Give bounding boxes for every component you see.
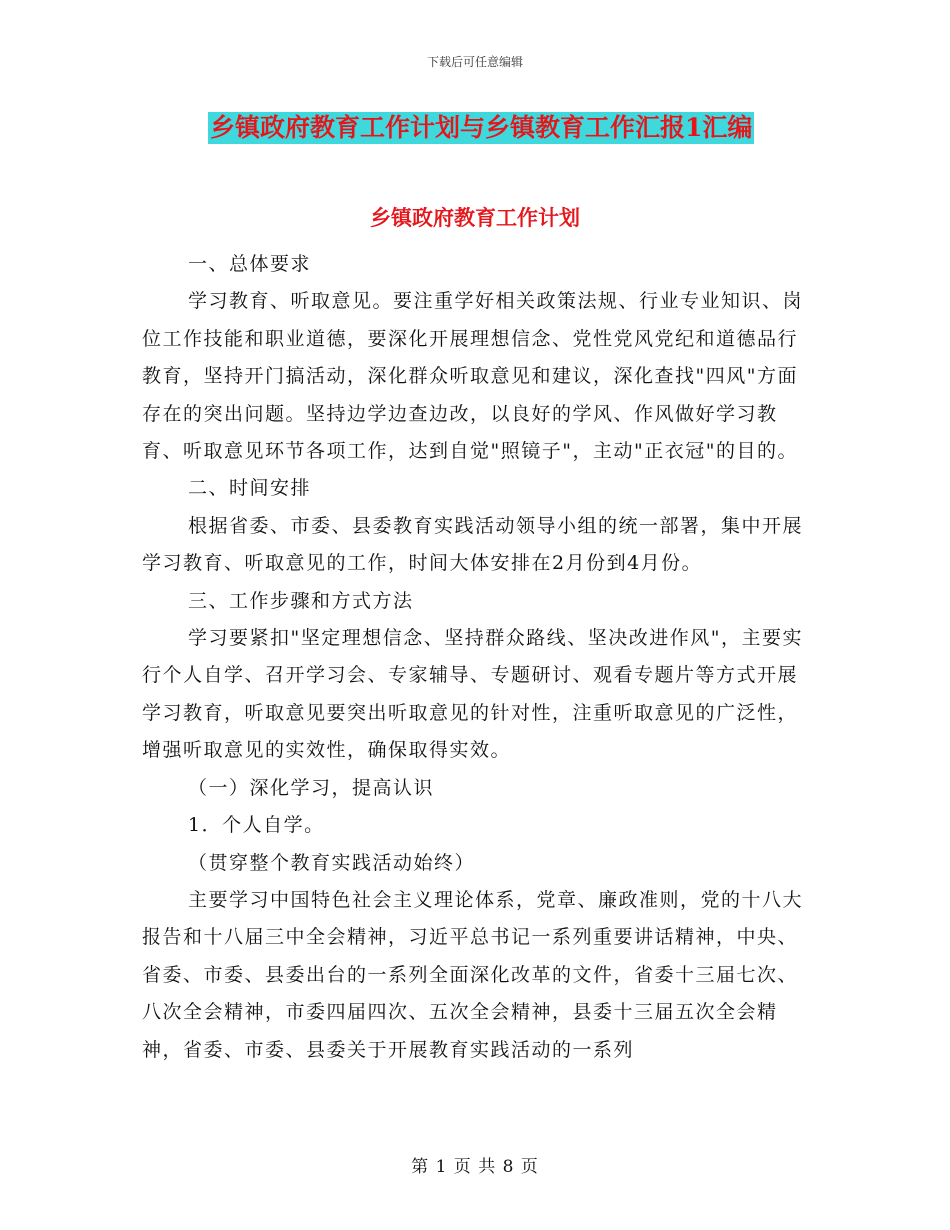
subheading-deepen-study: （一）深化学习，提高认识 xyxy=(188,776,435,799)
page-footer: 第 1 页 共 8 页 xyxy=(411,1157,539,1177)
item-self-study: 1．个人自学。 xyxy=(188,814,325,837)
paragraph: 根据省委、市委、县委教育实践活动领导小组的统一部署，集中开展学习教育、听取意见的工作，时间大体安排在2月份到4月份。 xyxy=(142,514,804,575)
document-body xyxy=(142,246,812,1069)
document-title: 乡镇政府教育工作计划与乡镇教育工作汇报1汇编 xyxy=(210,113,753,142)
paragraph: 主要学习中国特色社会主义理论体系，党章、廉政准则，党的十八大报告和十八届三中全会精神，习近平总书记一系列重要讲话精神，中央、省委、市委、县委出台的一系列全面深化改革的文件，省委十三届七次、八次全会精神，市委四届四次、五次全会精神，县委十三届五次全会精神，省委、市委、县委关于开展教育实践活动的一系列 xyxy=(142,888,804,1061)
paragraph: 学习教育、听取意见。要注重学好相关政策法规、行业专业知识、岗位工作技能和职业道德，要深化开展理想信念、党性党风党纪和道德品行教育，坚持开门搞活动，深化群众听取意见和建议，深化查找"四风"方面存在的突出问题。坚持边学边查边改，以良好的学风、作风做好学习教育、听取意见环节各项工作，达到自觉"照镜子"，主动"正衣冠"的目的。 xyxy=(142,290,804,463)
heading-general-requirements: 一、总体要求 xyxy=(188,253,312,275)
paragraph: 学习要紧扣"坚定理想信念、坚持群众路线、坚决改进作风"，主要实行个人自学、召开学习会、专家辅导、专题研讨、观看专题片等方式开展学习教育，听取意见要突出听取意见的针对性，注重听取意见的广泛性，增强听取意见的实效性，确保取得实效。 xyxy=(142,627,803,762)
header-note: 下载后可任意编辑 xyxy=(426,55,523,69)
section-title: 乡镇政府教育工作计划 xyxy=(370,205,580,230)
heading-work-steps: 三、工作步骤和方式方法 xyxy=(188,589,414,612)
heading-time-schedule: 二、时间安排 xyxy=(188,477,312,500)
note-throughout: （贯穿整个教育实践活动始终） xyxy=(188,851,476,874)
